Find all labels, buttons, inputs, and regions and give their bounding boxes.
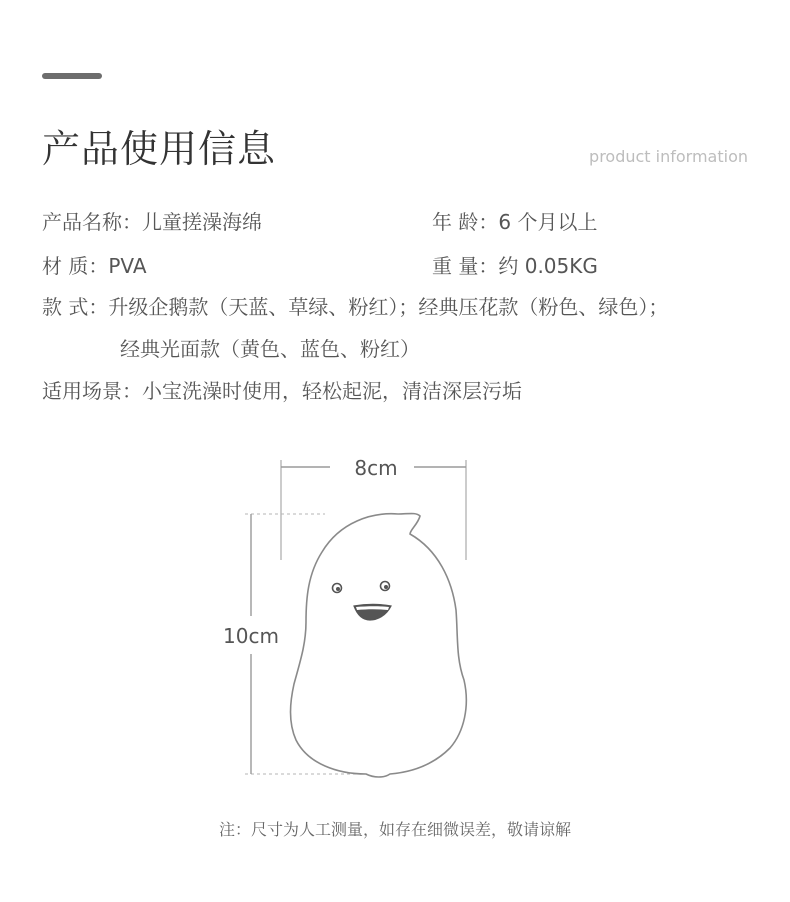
age-row	[432, 206, 597, 235]
style-row	[42, 291, 668, 320]
material-label: 材 质：	[42, 254, 109, 278]
product-name-label: 产品名称：	[42, 210, 142, 234]
usage-row	[42, 375, 522, 404]
penguin-sponge-outline	[291, 514, 467, 778]
style-value-line1: 升级企鹅款（天蓝、草绿、粉红）；经典压花款（粉色、绿色）；	[108, 295, 669, 319]
right-eye-icon	[381, 582, 390, 591]
style-label: 款 式：	[42, 295, 109, 319]
weight-value: 约 0.05KG	[498, 254, 598, 278]
height-label: 10cm	[223, 624, 279, 648]
accent-bar	[42, 73, 102, 79]
width-label: 8cm	[354, 456, 398, 480]
product-name-row	[42, 206, 262, 235]
style-value-line2: 经典光面款（黄色、蓝色、粉红）	[120, 337, 420, 361]
material-value: PVA	[108, 254, 147, 278]
material-row	[42, 250, 147, 279]
page-title: 产品使用信息	[42, 127, 277, 171]
style-row-continued	[120, 333, 420, 362]
weight-label: 重 量：	[432, 254, 499, 278]
usage-label: 适用场景：	[42, 379, 142, 403]
size-diagram	[0, 440, 790, 800]
age-label: 年 龄：	[432, 210, 499, 234]
measurement-note: 注：尺寸为人工测量，如存在细微误差，敬请谅解	[218, 820, 571, 839]
product-name-value: 儿童搓澡海绵	[142, 210, 262, 234]
weight-row	[432, 250, 598, 279]
age-value: 6 个月以上	[498, 210, 598, 234]
page-subtitle: product information	[589, 147, 748, 166]
usage-value: 小宝洗澡时使用，轻松起泥，清洁深层污垢	[142, 379, 522, 403]
left-eye-icon	[333, 584, 342, 593]
